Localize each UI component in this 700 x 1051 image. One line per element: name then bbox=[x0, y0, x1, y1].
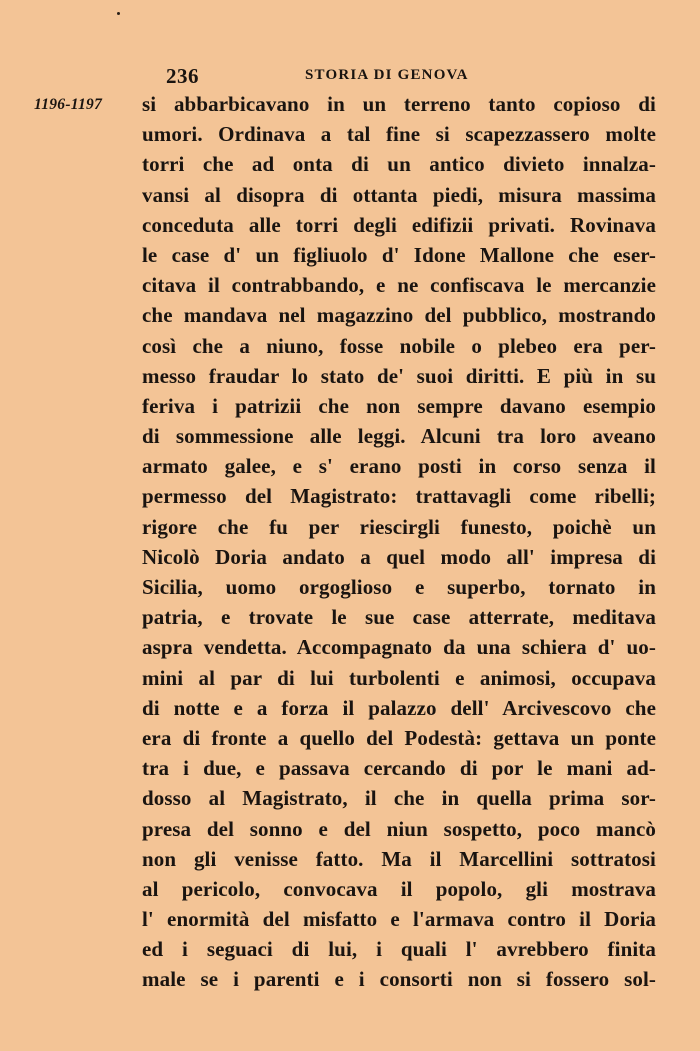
text-line: citava il contrabbando, e ne confiscava le mercanzie bbox=[142, 273, 656, 298]
text-line: torri che ad onta di un antico divieto innalza- bbox=[142, 152, 656, 177]
ink-speck bbox=[117, 12, 120, 15]
body-text bbox=[142, 89, 656, 995]
margin-date-note: 1196-1197 bbox=[34, 96, 103, 113]
text-line: l' enormità del misfatto e l'armava contro il Doria bbox=[142, 907, 656, 932]
text-line: Nicolò Doria andato a quel modo all' impresa di bbox=[142, 544, 656, 569]
text-line: si abbarbicavano in un terreno tanto copioso di bbox=[142, 92, 656, 116]
text-line: non gli venisse fatto. Ma il Marcellini sottratosi bbox=[142, 846, 656, 871]
page-number: 236 bbox=[166, 64, 199, 88]
text-line: così che a niuno, fosse nobile o plebeo era per- bbox=[142, 333, 656, 358]
running-title: STORIA DI GENOVA bbox=[305, 67, 469, 83]
text-line: aspra vendetta. Accompagnato da una schiera d' uo- bbox=[142, 635, 656, 660]
text-line: rigore che fu per riescirgli funesto, poichè un bbox=[142, 514, 656, 539]
text-line: umori. Ordinava a tal fine si scapezzassero molte bbox=[142, 122, 656, 147]
text-line: tra i due, e passava cercando di por le mani ad- bbox=[142, 756, 656, 781]
text-line: armato galee, e s' erano posti in corso senza il bbox=[142, 454, 656, 479]
text-line: di notte e a forza il palazzo dell' Arcivescovo che bbox=[142, 695, 656, 720]
text-line: feriva i patrizii che non sempre davano esempio bbox=[142, 393, 656, 418]
text-line: patria, e trovate le sue case atterrate, meditava bbox=[142, 605, 656, 630]
text-line: mini al par di lui turbolenti e animosi, occupava bbox=[142, 665, 656, 690]
text-line: vansi al disopra di ottanta piedi, misura massima bbox=[142, 182, 656, 207]
text-line: di sommessione alle leggi. Alcuni tra loro aveano bbox=[142, 424, 656, 449]
text-line: conceduta alle torri degli edifizii privati. Rovinava bbox=[142, 212, 656, 237]
text-line: male se i parenti e i consorti non si fossero sol- bbox=[142, 967, 656, 992]
text-line: al pericolo, convocava il popolo, gli mostrava bbox=[142, 876, 656, 901]
text-line: le case d' un figliuolo d' Idone Mallone che eser- bbox=[142, 242, 656, 267]
page-header bbox=[0, 64, 700, 90]
text-line: messo fraudar lo stato de' suoi diritti. E più in su bbox=[142, 363, 656, 388]
text-line: ed i seguaci di lui, i quali l' avrebbero finita bbox=[142, 937, 656, 962]
text-line: Sicilia, uomo orgoglioso e superbo, tornato in bbox=[142, 575, 656, 599]
text-line: presa del sonno e del niun sospetto, poco mancò bbox=[142, 816, 656, 841]
text-line: che mandava nel magazzino del pubblico, mostrando bbox=[142, 303, 656, 328]
text-line: permesso del Magistrato: trattavagli come ribelli; bbox=[142, 484, 656, 509]
text-line: era di fronte a quello del Podestà: gettava un ponte bbox=[142, 725, 656, 750]
text-line: dosso al Magistrato, il che in quella prima sor- bbox=[142, 786, 656, 811]
